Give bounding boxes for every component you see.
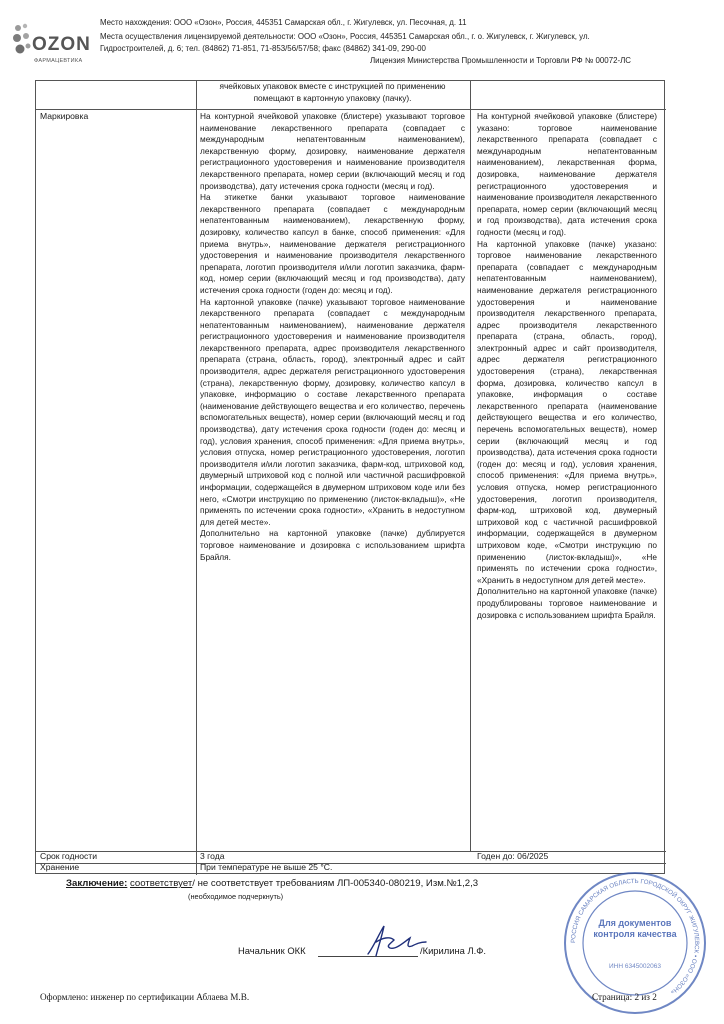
shelf-life-requirement: 3 года — [200, 851, 225, 861]
res-braille-paragraph: Дополнительно на картонной упаковке (пачке) продублированы торговое наименование и дозировка с использованием шрифта Брайля. — [477, 586, 657, 620]
header-license: Лицензия Министерства Промышленности и Торговли РФ № 00072-ЛС — [370, 56, 631, 65]
conclusion-complies: соответствует — [130, 878, 193, 889]
logo-text: OZON — [32, 34, 91, 55]
page-number: Страница: 2 из 2 — [592, 992, 657, 1002]
req-blister-paragraph: На контурной ячейковой упаковке (блистере) указывают торговое наименование лекарственного препарата (совпадает с международным непатентованным наименованием), лекарственную форму, дозировку, наименование держателя регистрационного удостоверения и наименование производителя лекарственного препарата, номер серии (включающий месяц и год производства), дату истечения срока годности (месяц и год). — [200, 111, 465, 191]
row-divider — [36, 851, 666, 852]
header-address: Место нахождения: ООО «Озон», Россия, 445351 Самарская обл., г. Жигулевск, ул. Песочная, д. 11 — [100, 18, 467, 27]
shelf-life-result: Годен до: 06/2025 — [477, 851, 549, 861]
conclusion — [66, 878, 478, 890]
prepared-by: Оформлено: инженер по сертификации Аблаева М.В. — [40, 992, 250, 1002]
ozon-logo — [10, 20, 100, 70]
req-label-paragraph: На этикетке банки указывают торговое наименование лекарственного препарата (совпадает с международным непатентованным наименованием), лекарственную форму, дозировку, количество капсул в банке, способ применения: «Для приема внутрь», наименование держателя регистрационного удостоверения и наименование производителя лекарственного препарата, логотип производителя и/или логотип заказчика, фарм-код, номер серии (включающий месяц и год производства), дату истечения срока годности (годен до: месяц и год). — [200, 192, 465, 295]
conclusion-label: Заключение: — [66, 878, 128, 889]
res-blister-paragraph: На контурной ячейковой упаковке (блистере) указано: торговое наименование лекарственного препарата (совпадает с международным непатентованным наименованием), лекарственная форма, дозировка, наименование держателя регистрационного удостоверения и наименование производителя лекарственного препарата, номер серии (включающий месяц и год производства), дата истечения срока годности (месяц и год). — [477, 111, 657, 237]
letterhead — [0, 0, 724, 80]
req-braille-paragraph: Дополнительно на картонной упаковке (пачке) дублируется торговое наименование и дозировка с использованием шрифта Брайля. — [200, 528, 465, 562]
signer-name: /Кирилина Л.Ф. — [420, 945, 486, 956]
column-divider — [196, 81, 197, 875]
header-contacts: Гидростроителей, д. 6; тел. (84862) 71-851, 71-853/56/57/58; факс (84862) 341-09, 290-00 — [100, 44, 426, 53]
logo-drops-icon — [12, 22, 32, 62]
conclusion-rest: / не соответствует требованиям ЛП-005340-080219, Изм.№1,2,3 — [192, 878, 479, 889]
stamp-ring-text: РОССИЯ САМАРСКАЯ ОБЛАСТЬ ГОРОДСКОЙ ОКРУГ ЖИГУЛЕВСК • ООО «ОЗОН» — [569, 877, 701, 996]
shelf-life-label: Срок годности — [40, 851, 98, 861]
signer-role: Начальник ОКК — [238, 945, 306, 956]
storage-label: Хранение — [40, 862, 80, 872]
stamp-inner-text: Для документов контроля качества — [593, 918, 677, 939]
row-divider — [36, 863, 666, 864]
marking-result — [477, 111, 657, 621]
header-activity-address: Места осуществления лицензируемой деятельности: ООО «Озон», Россия, 445351 Самарская обл., г. о. Жигулевск, г. Жигулевск, ул. — [100, 32, 590, 41]
marking-label: Маркировка — [40, 111, 89, 121]
logo-subtitle: ФАРМАЦЕВТИКА — [34, 58, 83, 64]
column-divider — [470, 81, 471, 851]
stamp-inn: ИНН 6345002063 — [608, 963, 662, 970]
req-carton-paragraph: На картонной упаковке (пачке) указывают торговое наименование лекарственного препарата (совпадает с международным непатентованным наименованием), наименование держателя регистрационного удостоверения и наименование производителя лекарственного препарата, адрес производителя лекарственного препарата (страна, область, город), электронный адрес и сайт производителя, адрес держателя регистрационного удостоверения (страна), лекарственную форму, дозировку, количество капсул в упаковке, информацию о составе лекарственного препарата (наименование действующего вещества и его количество, перечень вспомогательных веществ), номер серии (включающий месяц и год производства), дату истечения срока годности (годен до: месяц и год), условия хранения, способ применения: «Для приема внутрь», условия отпуска, номер регистрационного удостоверения, логотип производителя и/или логотип заказчика, фарм-код, штриховой код, двумерный штриховой код с полной или частичной расшифровкой информации, содержащейся в двумерном штриховом коде или без него, «Смотри инструкцию по применению (листок-вкладыш)», «Не применять по истечении срока годности», «Хранить в недоступном для детей месте». — [200, 296, 465, 527]
conclusion-note: (необходимое подчеркнуть) — [188, 892, 284, 901]
storage-requirement: При температуре не выше 25 °С. — [200, 862, 333, 872]
res-carton-paragraph: На картонной упаковке (пачке) указано: торговое наименование лекарственного препарата (совпадает с международным непатентованным наименованием), наименование держателя регистрационного удостоверения и наименование производителя лекарственного препарата, адрес производителя лекарственного препарата (страна, область, город), электронный адрес и сайт производителя, адрес держателя регистрационного удостоверения (страна), лекарственная форма, дозировка, количество капсул в упаковке, информация о составе лекарственного препарата (наименование действующего вещества и его количество, перечень вспомогательных веществ), номер серии (включающий месяц и год производства), дата истечения срока годности (годен до: месяц и год), условия хранения, способ применения: «Для приема внутрь», условия отпуска, номер регистрационного удостоверения, логотип производителя, фарм-код, штриховой код, двумерный штриховой код с частичной расшифровкой информации, содержащейся в двумерном штриховом коде, «Смотри инструкцию по применению (листок-вкладыш)», «Не применять по истечении срока годности», «Хранить в недоступном для детей месте». — [477, 238, 657, 585]
packaging-continuation: ячейковых упаковок вместе с инструкцией по применению помещают в картонную упаковку (пачку). — [219, 81, 446, 103]
marking-requirement — [200, 111, 465, 563]
row-divider — [36, 109, 666, 110]
